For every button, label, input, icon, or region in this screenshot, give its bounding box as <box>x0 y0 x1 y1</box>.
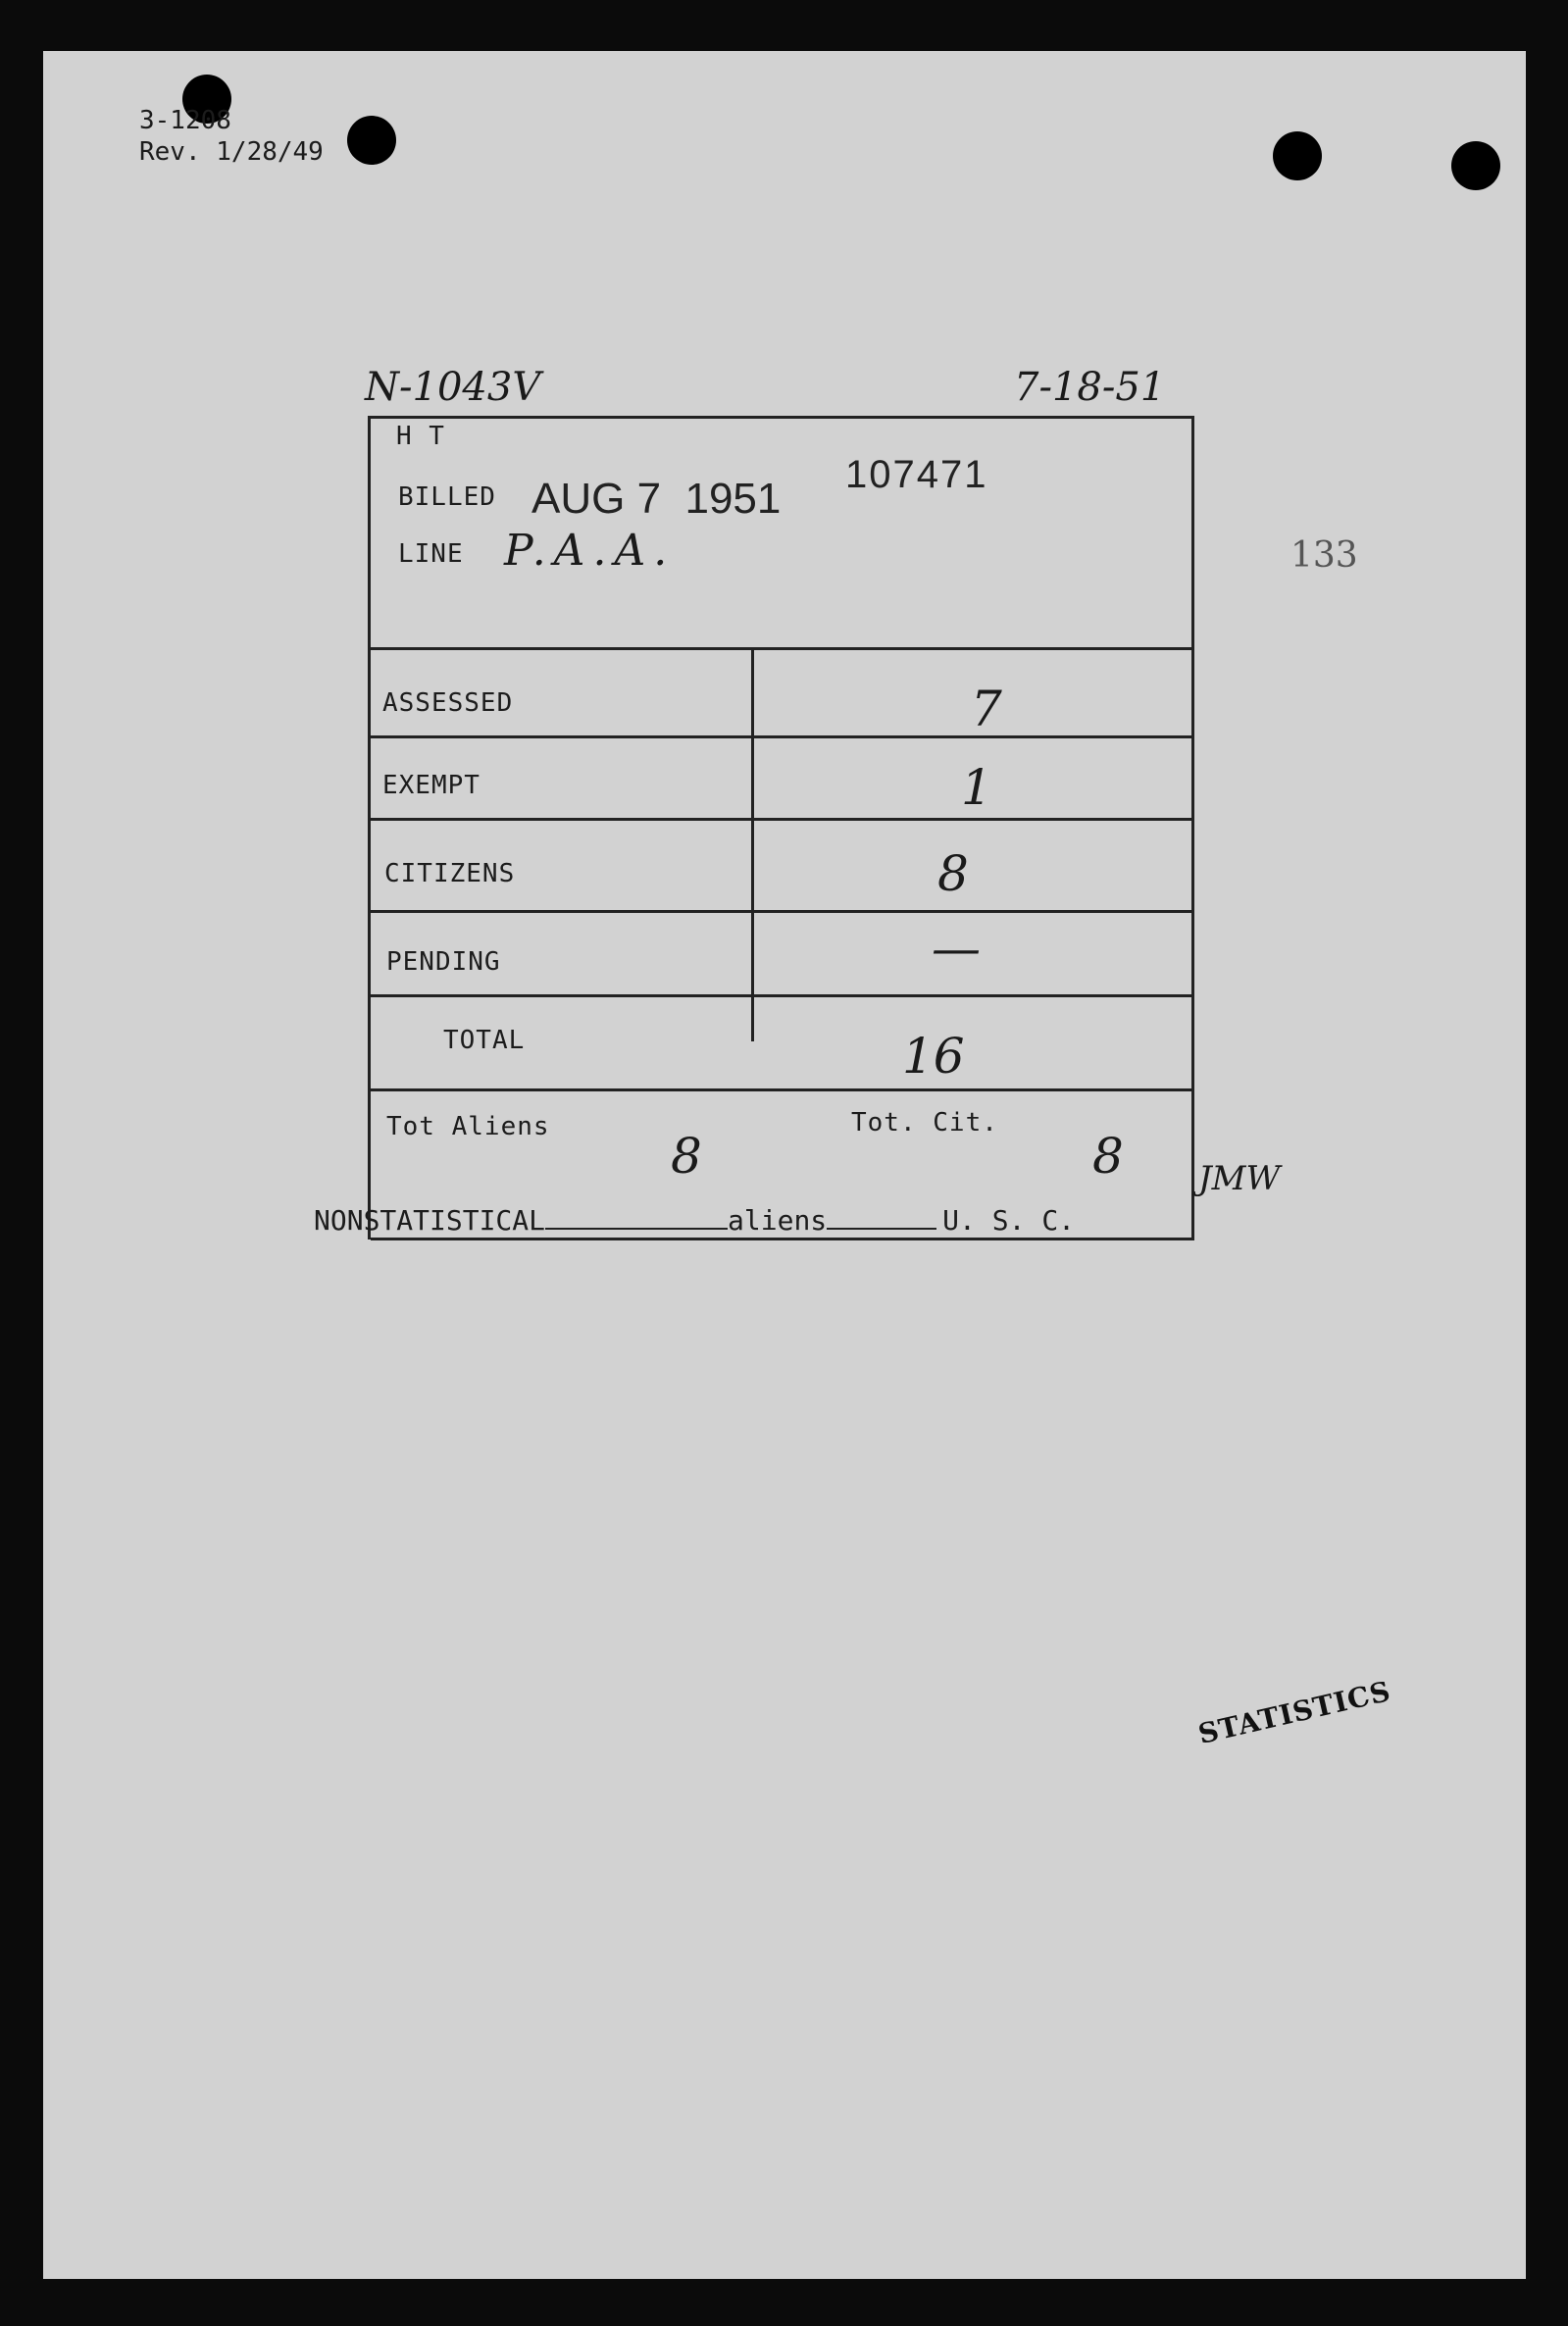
line-value: P.A.A. <box>504 526 676 576</box>
count-value-exempt: 1 <box>961 759 992 816</box>
count-label-citizens: CITIZENS <box>384 859 516 888</box>
line-label: LINE <box>398 539 464 569</box>
row-divider-2 <box>371 818 1194 821</box>
count-label-assessed: ASSESSED <box>382 688 514 718</box>
nonstatistical-usc-label: U. S. C. <box>942 1204 1076 1237</box>
tot-aliens-value: 8 <box>671 1128 702 1185</box>
tot-aliens-label: Tot Aliens <box>386 1112 550 1141</box>
total-value: 16 <box>902 1028 965 1085</box>
billed-label: BILLED <box>398 482 496 512</box>
row-divider-5 <box>371 1088 1194 1091</box>
code-ht: H T <box>396 422 445 451</box>
serial-number: 107471 <box>845 453 988 496</box>
table-top-border <box>369 416 1194 419</box>
document-page <box>43 51 1526 2279</box>
table-left-border <box>368 416 371 1239</box>
tot-citizens-value: 8 <box>1092 1128 1124 1185</box>
count-label-pending: PENDING <box>386 947 501 977</box>
punch-hole-right-2 <box>1451 141 1500 190</box>
handwritten-file-number: N-1043V <box>365 365 541 410</box>
punch-hole-left-2 <box>347 116 396 165</box>
count-label-exempt: EXEMPT <box>382 771 481 800</box>
count-value-pending: — <box>932 920 981 977</box>
form-revision: Rev. 1/28/49 <box>139 137 324 167</box>
column-divider <box>751 649 754 1041</box>
handwritten-date: 7-18-51 <box>1014 365 1166 410</box>
count-value-citizens: 8 <box>937 845 969 902</box>
nonstatistical-aliens-label: aliens <box>728 1204 828 1237</box>
nonstatistical-line <box>314 1204 1075 1237</box>
statistics-stamp: STATISTICS <box>1194 1674 1394 1751</box>
total-label: TOTAL <box>443 1026 526 1055</box>
nonstatistical-aliens-blank <box>545 1228 728 1230</box>
row-divider-4 <box>371 994 1194 997</box>
page-number: 133 <box>1290 535 1358 576</box>
initials: JMW <box>1198 1159 1281 1198</box>
form-number: 3-1208 <box>139 106 231 135</box>
tot-citizens-label: Tot. Cit. <box>851 1108 998 1138</box>
count-value-assessed: 7 <box>971 681 1002 737</box>
header-divider <box>371 647 1194 650</box>
nonstatistical-usc-blank <box>827 1228 936 1230</box>
nonstatistical-label: NONSTATISTICAL <box>314 1204 546 1237</box>
row-divider-3 <box>371 910 1194 913</box>
table-bottom-border <box>371 1238 1194 1240</box>
punch-hole-right-1 <box>1273 131 1322 180</box>
row-divider-1 <box>371 735 1194 738</box>
billed-date-stamp: AUG 7 1951 <box>531 475 782 523</box>
table-right-border <box>1191 416 1194 1239</box>
